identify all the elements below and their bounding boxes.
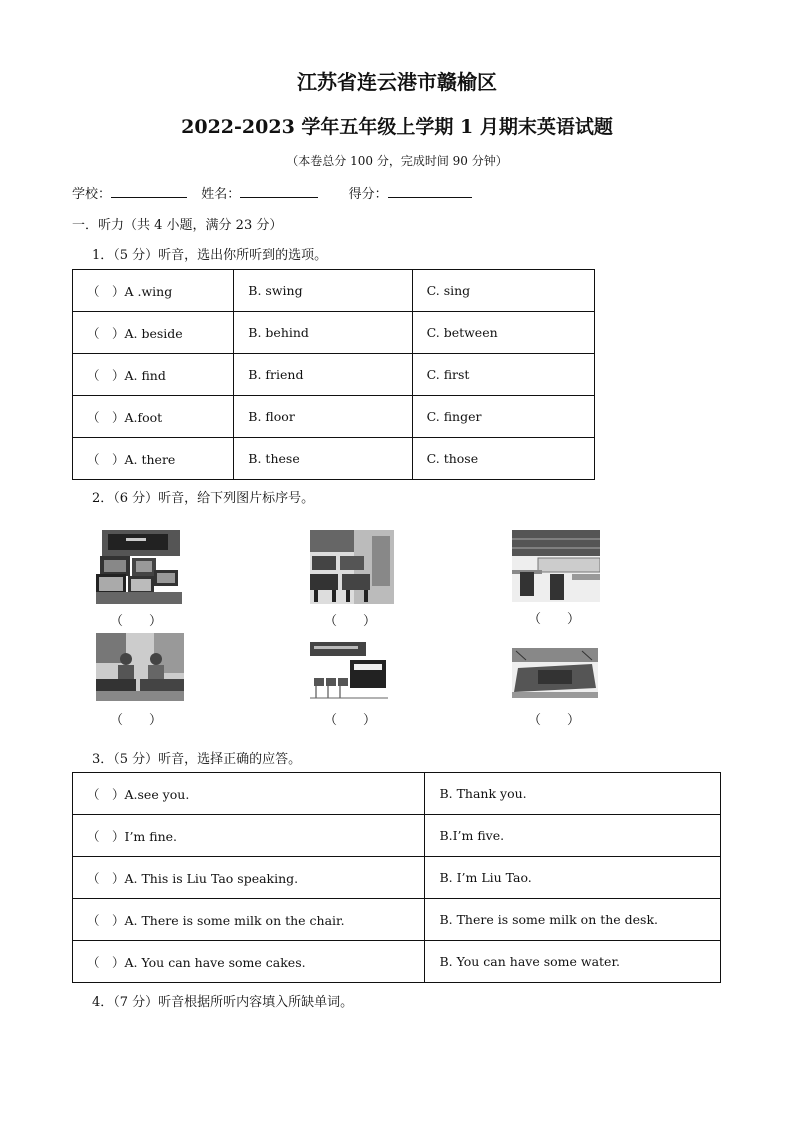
q3-prompt: 3．（5 分）听音，选择正确的应答。 bbox=[92, 752, 302, 767]
q1-prompt: 1．（5 分）听音，选出你所听到的选项。 bbox=[92, 248, 328, 263]
option-c[interactable]: C. first bbox=[412, 354, 594, 396]
option-a[interactable]: （ ）A. This is Liu Tao speaking. bbox=[73, 857, 425, 899]
office-picture bbox=[96, 633, 184, 701]
student-info-line bbox=[72, 183, 472, 202]
title-exam: 2022-2023 学年五年级上学期 1 月期末英语试题 bbox=[181, 116, 613, 138]
section-heading: 一．听力（共 4 小题，满分 23 分） bbox=[72, 218, 283, 233]
score-label: 得分： bbox=[348, 187, 388, 202]
table-row bbox=[73, 899, 721, 941]
q2-prompt: 2．（6 分）听音，给下列图片标序号。 bbox=[92, 491, 315, 506]
option-a[interactable]: （ ）A. There is some milk on the chair. bbox=[73, 899, 425, 941]
option-a[interactable]: （ ）A. You can have some cakes. bbox=[73, 941, 425, 983]
option-a[interactable]: （ ）I’m fine. bbox=[73, 815, 425, 857]
q4-prompt: 4．（7 分）听音根据所听内容填入所缺单词。 bbox=[92, 995, 354, 1010]
option-c[interactable]: C. sing bbox=[412, 270, 594, 312]
classroom-picture bbox=[310, 530, 394, 604]
option-c[interactable]: C. between bbox=[412, 312, 594, 354]
option-b[interactable]: B. You can have some water. bbox=[425, 941, 721, 983]
option-b[interactable]: B. swing bbox=[234, 270, 412, 312]
subtitle: （本卷总分 100 分，完成时间 90 分钟） bbox=[286, 154, 508, 168]
picture-4-answer[interactable]: （ ） bbox=[109, 713, 162, 728]
picture-6-answer[interactable]: （ ） bbox=[527, 713, 580, 728]
score-blank[interactable] bbox=[388, 185, 472, 198]
table-row bbox=[73, 773, 721, 815]
option-a[interactable]: （ ）A. beside bbox=[73, 312, 234, 354]
option-b[interactable]: B. Thank you. bbox=[425, 773, 721, 815]
option-a[interactable]: （ ）A.see you. bbox=[73, 773, 425, 815]
school-label: 学校： bbox=[72, 187, 112, 202]
computer-room-picture bbox=[96, 528, 182, 604]
option-b[interactable]: B. friend bbox=[234, 354, 412, 396]
option-b[interactable]: B.I’m five. bbox=[425, 815, 721, 857]
library-picture bbox=[512, 530, 600, 602]
school-blank[interactable] bbox=[111, 185, 187, 198]
option-a[interactable]: （ ）A .wing bbox=[73, 270, 234, 312]
option-b[interactable]: B. There is some milk on the desk. bbox=[425, 899, 721, 941]
hall-picture bbox=[512, 648, 598, 698]
picture-3-answer[interactable]: （ ） bbox=[527, 612, 580, 627]
name-blank[interactable] bbox=[240, 185, 318, 198]
picture-2-answer[interactable]: （ ） bbox=[323, 614, 376, 629]
table-row bbox=[73, 815, 721, 857]
table-row bbox=[73, 354, 595, 396]
table-row bbox=[73, 941, 721, 983]
picture-1-answer[interactable]: （ ） bbox=[109, 614, 162, 629]
option-a[interactable]: （ ）A. there bbox=[73, 438, 234, 480]
table-row bbox=[73, 438, 595, 480]
q1-table bbox=[72, 269, 595, 480]
table-row bbox=[73, 396, 595, 438]
table-row bbox=[73, 857, 721, 899]
q3-table bbox=[72, 772, 721, 983]
table-row bbox=[73, 312, 595, 354]
option-b[interactable]: B. I’m Liu Tao. bbox=[425, 857, 721, 899]
option-a[interactable]: （ ）A. find bbox=[73, 354, 234, 396]
title-region: 江苏省连云港市赣榆区 bbox=[297, 70, 497, 94]
option-a[interactable]: （ ）A.foot bbox=[73, 396, 234, 438]
name-label: 姓名： bbox=[201, 187, 241, 202]
option-b[interactable]: B. behind bbox=[234, 312, 412, 354]
table-row bbox=[73, 270, 595, 312]
option-b[interactable]: B. these bbox=[234, 438, 412, 480]
music-room-picture bbox=[310, 638, 388, 700]
option-c[interactable]: C. finger bbox=[412, 396, 594, 438]
option-b[interactable]: B. floor bbox=[234, 396, 412, 438]
option-c[interactable]: C. those bbox=[412, 438, 594, 480]
picture-5-answer[interactable]: （ ） bbox=[323, 713, 376, 728]
